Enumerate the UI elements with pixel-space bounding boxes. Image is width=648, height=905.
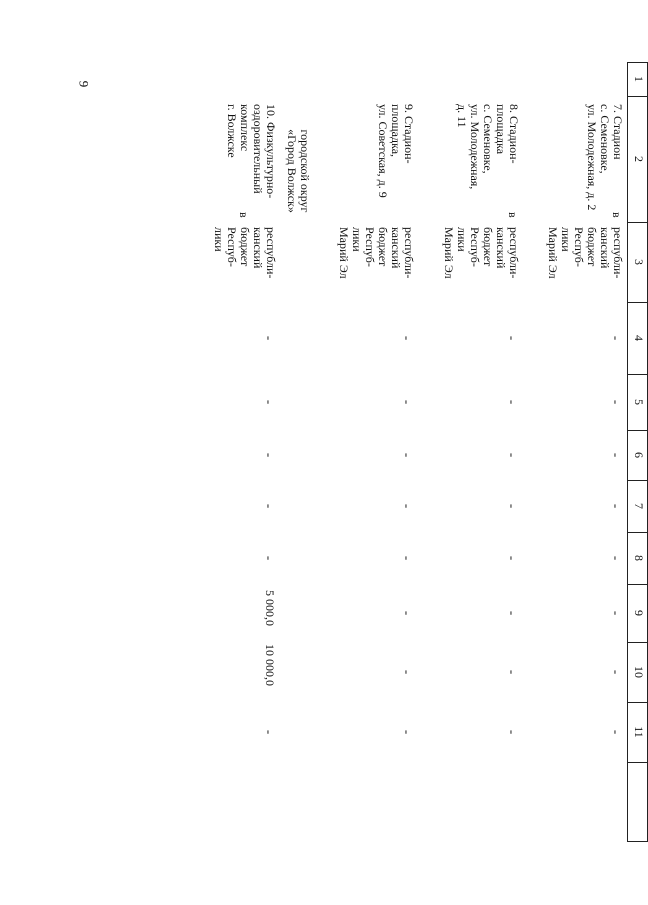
row10-c6: - [262,452,277,458]
row9-c5: - [400,399,415,405]
col-sep-12 [628,841,648,842]
col-head-3: 3 [632,259,646,265]
row8-c7: - [505,503,520,509]
col-head-11: 11 [632,726,646,738]
row9-c10: - [400,669,415,675]
row9-c4: - [400,335,415,341]
row10-c4: - [262,335,277,341]
row7-c11: - [609,729,624,735]
row7-c7: - [609,503,624,509]
row7-c9: - [609,610,624,616]
row8-prep: в [506,212,520,218]
row9-c6: - [400,452,415,458]
row8-c5: - [505,399,520,405]
row9-source: республи- канский бюджет Респуб- лики Марий Эл [337,227,416,279]
rotated-table [128,62,648,842]
row7-c6: - [609,452,624,458]
row8-c4: - [505,335,520,341]
row10-c9: 5 000,0 [263,590,277,626]
header-bottom-border [627,62,628,842]
row10-c8: - [262,555,277,561]
row9-c9: - [400,610,415,616]
page-number: 9 [76,80,92,88]
col-head-10: 10 [632,666,646,678]
row10-c5: - [262,399,277,405]
row8-c6: - [505,452,520,458]
row7-c4: - [609,335,624,341]
col-head-1: 1 [632,76,646,82]
row7-name: 7. Стадион с. Семеновке, ул. Молодежная, д. 2 [585,104,625,211]
row7-c8: - [609,555,624,561]
row9-c7: - [400,503,415,509]
row8-source: республи- канский бюджет Респуб- лики Марий Эл [442,227,521,279]
row8-c8: - [505,555,520,561]
row7-c10: - [609,669,624,675]
row10-source: республи- канский бюджет Респуб- лики [212,227,278,279]
col-sep-11 [628,762,648,763]
row8-c10: - [505,669,520,675]
row10-c10: 10 000,0 [263,644,277,686]
col-head-8: 8 [632,555,646,561]
row7-source: республи- канский бюджет Респуб- лики Марий Эл [546,227,625,279]
subheading-volzhsk: городской округ «Город Волжск» [285,129,312,213]
row7-prep: в [610,212,624,218]
col-head-2: 2 [632,156,646,162]
row7-c5: - [609,399,624,405]
col-head-4: 4 [632,335,646,341]
col-head-5: 5 [632,399,646,405]
row9-c8: - [400,555,415,561]
row10-c7: - [262,503,277,509]
col-head-6: 6 [632,452,646,458]
row8-c9: - [505,610,520,616]
col-head-9: 9 [632,610,646,616]
row9-name: 9. Стадион- площадка, ул. Советская, д. 9 [376,104,416,198]
row10-prep: в [237,212,251,218]
col-head-7: 7 [632,503,646,509]
row8-c11: - [505,729,520,735]
row10-c11: - [262,729,277,735]
row8-name: 8. Стадион- площадка с. Семеновке, ул. Молодежная, д. 11 [455,104,521,190]
row10-name: 10. Физкультурно- оздоровительный комплекс г. Волжске [225,104,278,199]
row9-c11: - [400,729,415,735]
